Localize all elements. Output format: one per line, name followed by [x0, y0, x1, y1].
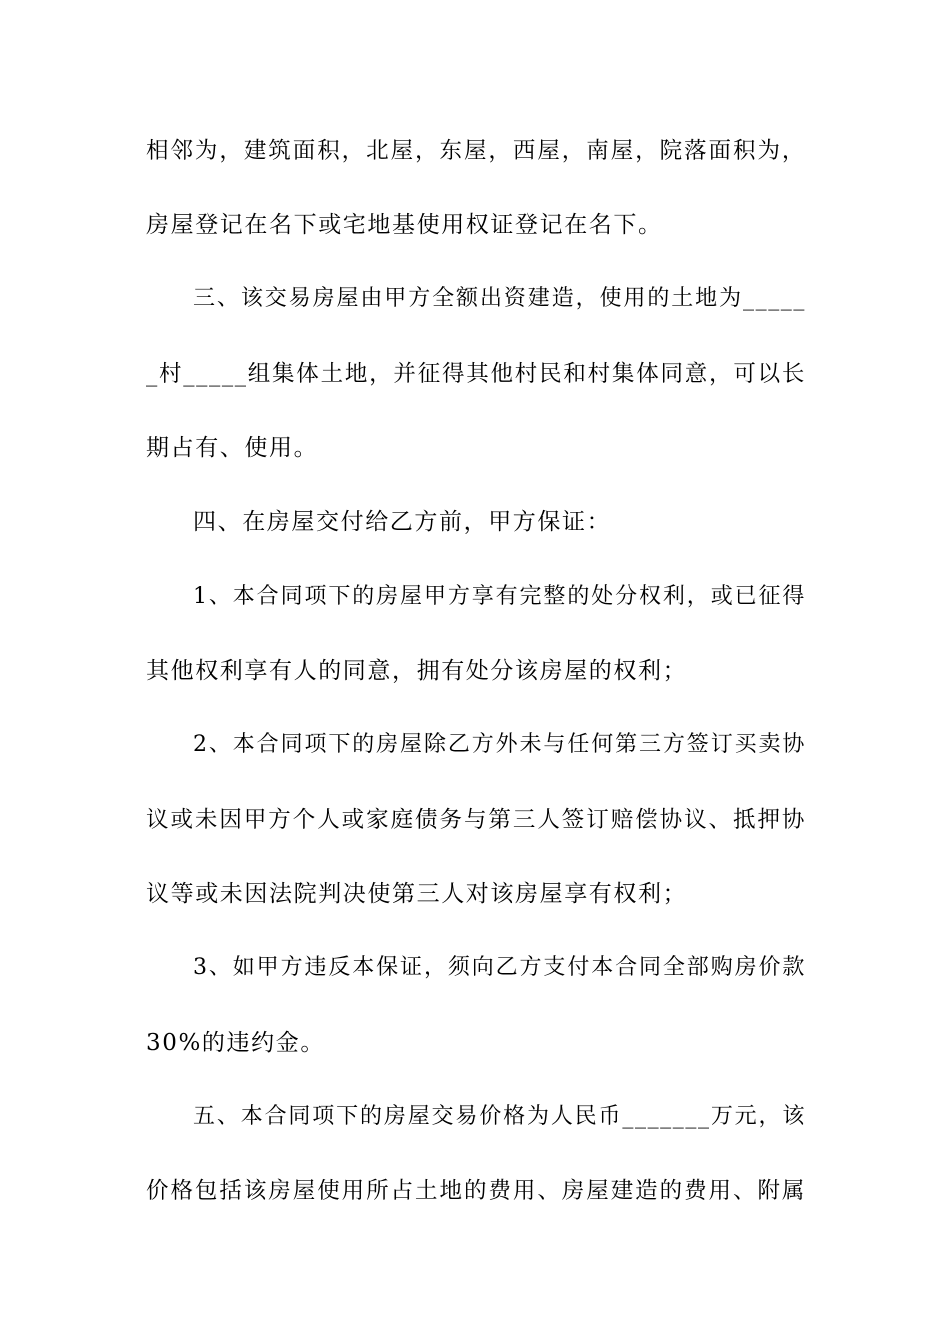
paragraph-start-line: 四、在房屋交付给乙方前，甲方保证： — [193, 509, 612, 535]
text-line: 相邻为，建筑面积，北屋，东屋，西屋，南屋，院落面积为， — [146, 138, 806, 164]
text-line: 30%的违约金。 — [146, 1030, 325, 1056]
text-line: 期占有、使用。 — [146, 435, 319, 461]
text-line: 房屋登记在名下或宅地基使用权证登记在名下。 — [146, 212, 663, 238]
text-line: 议或未因甲方个人或家庭债务与第三人签订赔偿协议、抵押协 — [146, 807, 806, 833]
text-line: 议等或未因法院判决使第三人对该房屋享有权利； — [146, 881, 688, 907]
paragraph-start-line: 三、该交易房屋由甲方全额出资建造，使用的土地为_____ — [193, 286, 806, 311]
text-line: 价格包括该房屋使用所占土地的费用、房屋建造的费用、附属 — [146, 1178, 806, 1204]
paragraph-start-line: 1、本合同项下的房屋甲方享有完整的处分权利，或已征得 — [193, 584, 806, 609]
text-line: _村_____组集体土地，并征得其他村民和村集体同意，可以长 — [146, 361, 806, 387]
text-line: 其他权利享有人的同意，拥有处分该房屋的权利； — [146, 658, 688, 684]
paragraph-start-line: 2、本合同项下的房屋除乙方外未与任何第三方签订买卖协 — [193, 732, 806, 757]
paragraph-start-line: 3、如甲方违反本保证，须向乙方支付本合同全部购房价款 — [193, 955, 806, 980]
paragraph-start-line: 五、本合同项下的房屋交易价格为人民币_______万元，该 — [193, 1104, 806, 1129]
